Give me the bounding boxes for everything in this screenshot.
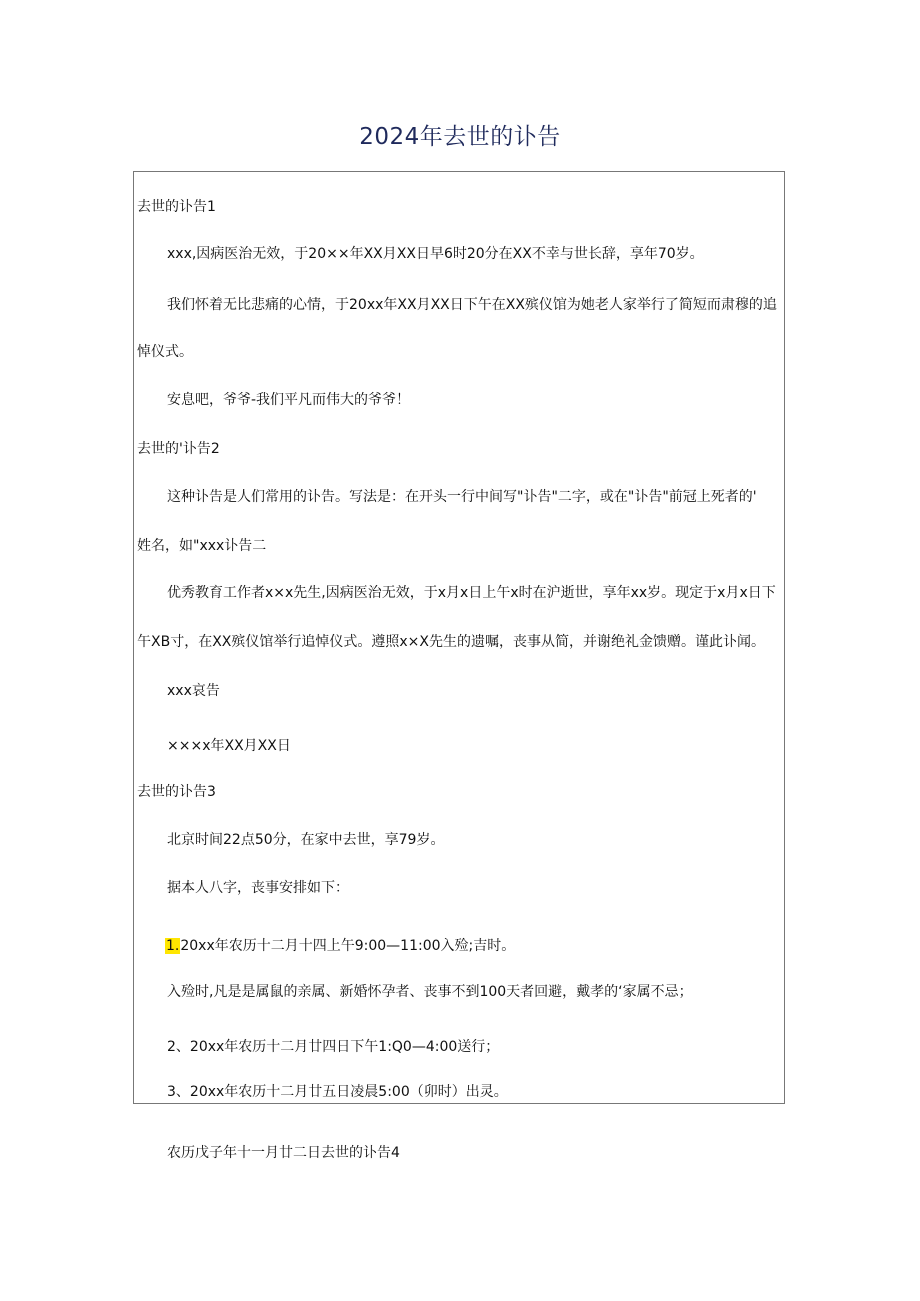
section-3-paragraph-2: 据本人八字，丧事安排如下： [167, 880, 349, 896]
section-1-paragraph-1: xxx,因病医治无效，于20××年XX月XX日早6时20分在XX不幸与世长辞，享年70岁。 [167, 246, 704, 262]
section-4-heading: 农历戊子年十一月廿二日去世的讣告4 [167, 1145, 400, 1161]
section-2-paragraph-2-line-1: 优秀教育工作者x×x先生,因病医治无效，于x月x日上午x时在沪逝世，享年xx岁。现定于x月x日下 [167, 585, 776, 601]
section-1-paragraph-3: 安息吧，爷爷-我们平凡而伟大的爷爷！ [167, 392, 411, 408]
section-2-paragraph-1-line-2: 姓名，如"xxx讣告二 [137, 538, 267, 554]
section-2-paragraph-1-line-1: 这种讣告是人们常用的讣告。写法是：在开头一行中间写"讣告"二字，或在"讣告"前冠上死者的' [167, 489, 757, 505]
section-2-paragraph-2-line-2: 午XB寸，在XX殡仪馆举行追悼仪式。遵照x×X先生的遗嘱，丧事从简，并谢绝礼金馈赠。谨此讣闻。 [137, 634, 765, 650]
section-1-paragraph-2-line-1: 我们怀着无比悲痛的心情，于20xx年XX月XX日下午在XX殡仪馆为她老人家举行了简短而肃穆的追 [167, 297, 777, 313]
document-title: 2024年去世的讣告 [359, 124, 561, 150]
section-3-item-3: 3、20xx年农历十二月廿五日凌晨5:00（卯时）出灵。 [167, 1084, 508, 1100]
section-3-item-1 [165, 938, 515, 954]
section-1-heading: 去世的讣告1 [137, 199, 216, 215]
section-3-heading: 去世的讣告3 [137, 784, 216, 800]
section-3-item-2: 2、20xx年农历十二月廿四日下午1:Q0—4:00送行； [167, 1039, 500, 1055]
section-3-note: 入殓时,凡是是属鼠的亲属、新婚怀孕者、丧事不到100天者回避，戴孝的‘家属不忌； [167, 984, 693, 1000]
section-2-heading: 去世的'讣告2 [137, 441, 220, 457]
section-1-paragraph-2-line-2: 悼仪式。 [137, 344, 193, 360]
section-3-paragraph-1: 北京时间22点50分，在家中去世，享79岁。 [167, 832, 445, 848]
section-2-date: ×××x年XX月XX日 [167, 738, 291, 754]
item-1-highlight-marker: 1. [166, 938, 180, 954]
section-2-signature: xxx哀告 [167, 683, 220, 699]
item-1-text: 20xx年农历十二月十四上午9:00—11:00入殓;吉时。 [180, 938, 516, 954]
